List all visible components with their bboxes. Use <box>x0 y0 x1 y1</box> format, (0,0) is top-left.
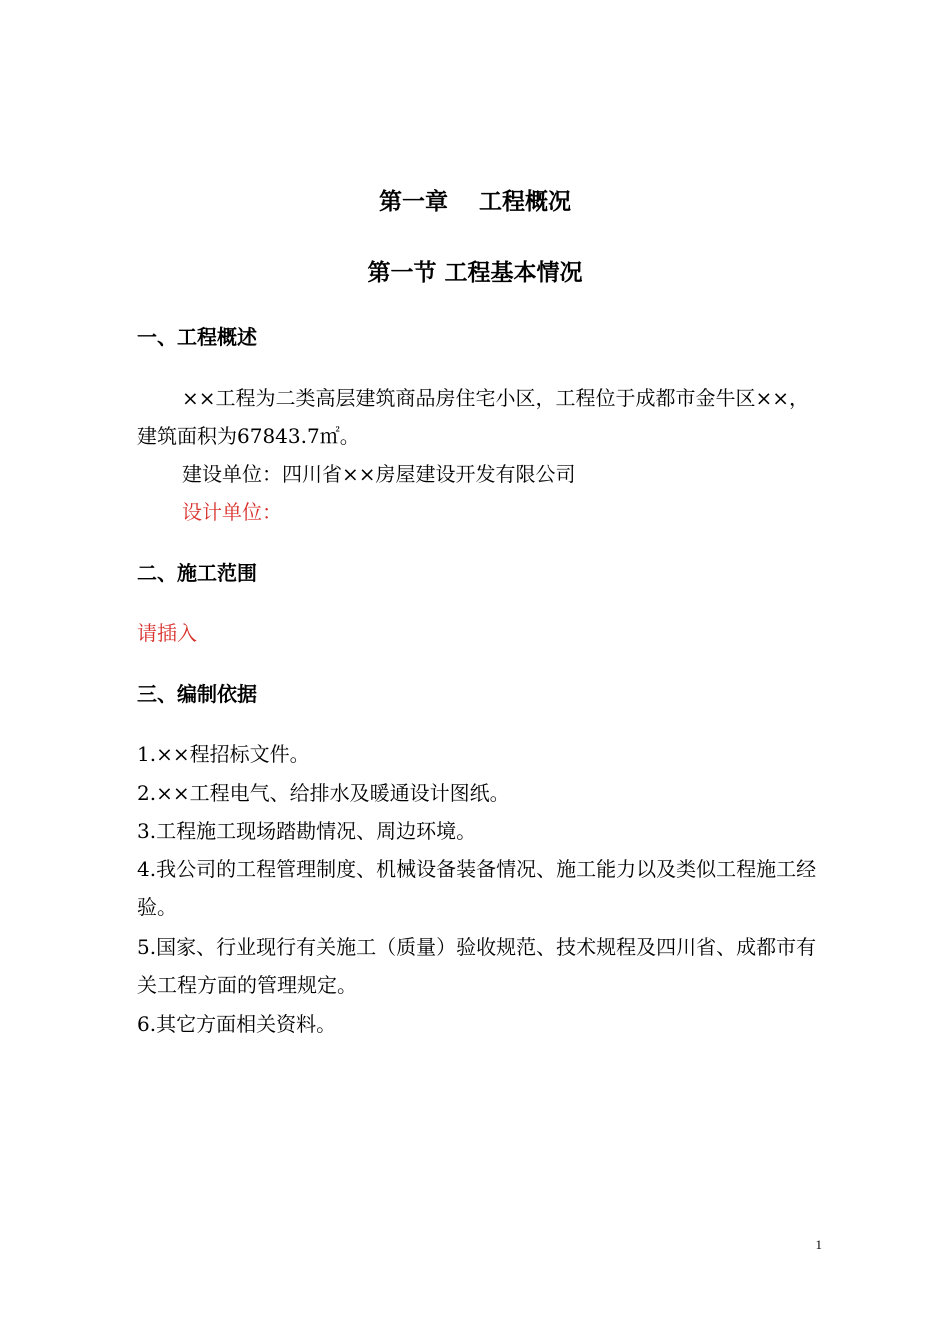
basis-item-4: 4.我公司的工程管理制度、机械设备装备情况、施工能力以及类似工程施工经验。 <box>137 857 817 919</box>
basis-item-3: 3.工程施工现场踏勘情况、周边环境。 <box>137 819 477 843</box>
overview-paragraph: ××工程为二类高层建筑商品房住宅小区，工程位于成都市金牛区××，建筑面积为67843.7㎡。 <box>137 386 810 448</box>
section-title: 第一节 工程基本情况 <box>367 260 583 286</box>
basis-item-6: 6.其它方面相关资料。 <box>137 1012 337 1036</box>
chapter-title: 第一章 工程概况 <box>378 189 571 215</box>
construction-unit-line: 建设单位：四川省××房屋建设开发有限公司 <box>182 462 576 486</box>
basis-item-5: 5.国家、行业现行有关施工（质量）验收规范、技术规程及四川省、成都市有关工程方面的管理规定。 <box>137 935 817 997</box>
basis-item-1: 1.××程招标文件。 <box>137 742 310 766</box>
scope-placeholder: 请插入 <box>137 621 197 645</box>
basis-item-2: 2.××工程电气、给排水及暖通设计图纸。 <box>137 781 510 805</box>
heading-scope: 二、施工范围 <box>137 561 257 585</box>
page-number: 1 <box>815 1237 822 1252</box>
design-unit-line: 设计单位： <box>182 500 282 524</box>
heading-overview: 一、工程概述 <box>137 325 257 349</box>
heading-basis: 三、编制依据 <box>137 682 257 706</box>
